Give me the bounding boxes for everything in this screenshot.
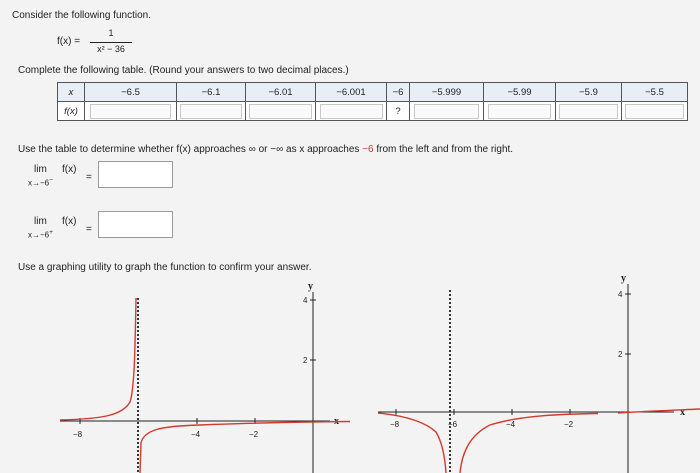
y-tick-label: 4 <box>303 296 308 305</box>
limit-right-lim: lim <box>34 216 47 227</box>
fx-cell[interactable] <box>85 102 177 121</box>
graph-instruction: Use a graphing utility to graph the function to confirm your answer. <box>18 262 312 273</box>
y-tick-label: 4 <box>618 290 623 299</box>
row-label-x: x <box>58 83 85 102</box>
limit-right-equals: = <box>86 224 92 235</box>
fx-answer-input[interactable] <box>559 104 618 119</box>
x-cell: −5.5 <box>622 83 688 102</box>
limit-left-lim: lim <box>34 164 47 175</box>
fx-answer-input[interactable] <box>249 104 311 119</box>
limits-instruction-suffix: from the left and from the right. <box>373 144 514 155</box>
x-tick-label: −2 <box>249 430 259 439</box>
fx-answer-input[interactable] <box>320 104 383 119</box>
x-cell: −5.9 <box>556 83 622 102</box>
x-axis-label: x <box>680 407 685 418</box>
graph-option-left[interactable] <box>60 278 350 473</box>
fx-cell[interactable] <box>556 102 622 121</box>
x-tick-label: −4 <box>506 420 516 429</box>
fx-answer-input[interactable] <box>90 104 172 119</box>
x-cell: −5.99 <box>484 83 556 102</box>
x-tick-label: −8 <box>73 430 83 439</box>
y-axis-label: y <box>621 273 626 284</box>
function-numerator: 1 <box>108 28 114 38</box>
table-row-x <box>58 83 688 102</box>
x-cell: −6.001 <box>316 83 387 102</box>
x-tick-label: −2 <box>564 420 574 429</box>
function-curve-left-branch <box>378 413 446 473</box>
fx-answer-input[interactable] <box>488 104 552 119</box>
fx-cell[interactable] <box>484 102 556 121</box>
limit-left-equals: = <box>86 172 92 183</box>
row-label-fx: f(x) <box>58 102 85 121</box>
limit-right-fx: f(x) <box>62 216 77 227</box>
x-axis-label: x <box>334 416 339 427</box>
fx-cell[interactable] <box>410 102 484 121</box>
intro-text: Consider the following function. <box>12 10 151 21</box>
limit-right-answer-input[interactable] <box>98 211 173 238</box>
fx-cell[interactable] <box>177 102 246 121</box>
graph-option-right[interactable] <box>378 270 700 473</box>
limit-left-answer-input[interactable] <box>98 161 173 188</box>
table-row-fx <box>58 102 688 121</box>
x-cell: −6 <box>387 83 410 102</box>
limit-left-fx: f(x) <box>62 164 77 175</box>
function-lhs: f(x) = <box>57 36 81 47</box>
fx-answer-input[interactable] <box>625 104 684 119</box>
function-curve-middle-branch <box>460 414 598 473</box>
fx-cell[interactable] <box>622 102 688 121</box>
fx-cell-undefined: ? <box>387 102 410 121</box>
y-tick-label: 2 <box>303 356 308 365</box>
y-tick-label: 2 <box>618 350 623 359</box>
limits-instruction-prefix: Use the table to determine whether f(x) approaches ∞ or −∞ as x approaches <box>18 144 363 155</box>
x-cell: −5.999 <box>410 83 484 102</box>
limits-instruction-highlight: −6 <box>362 144 374 155</box>
function-curve-right-branch <box>140 422 350 473</box>
fx-answer-input[interactable] <box>180 104 241 119</box>
fraction-bar <box>90 42 132 43</box>
limit-right-subscript: x→−6+ <box>28 229 54 240</box>
x-cell: −6.1 <box>177 83 246 102</box>
x-tick-label: −8 <box>390 420 400 429</box>
function-denominator: x² − 36 <box>97 44 125 54</box>
fx-cell[interactable] <box>316 102 387 121</box>
x-tick-label: −6 <box>448 420 458 429</box>
x-cell: −6.01 <box>246 83 316 102</box>
table-instruction: Complete the following table. (Round your answers to two decimal places.) <box>18 65 349 76</box>
limit-left-subscript: x→−6− <box>28 177 54 188</box>
x-cell: −6.5 <box>85 83 177 102</box>
y-axis-label: y <box>308 281 313 292</box>
fx-answer-input[interactable] <box>414 104 480 119</box>
fx-cell[interactable] <box>246 102 316 121</box>
limits-instruction <box>18 144 513 155</box>
function-curve-left-branch <box>60 298 136 420</box>
x-tick-label: −4 <box>191 430 201 439</box>
values-table <box>57 82 688 121</box>
